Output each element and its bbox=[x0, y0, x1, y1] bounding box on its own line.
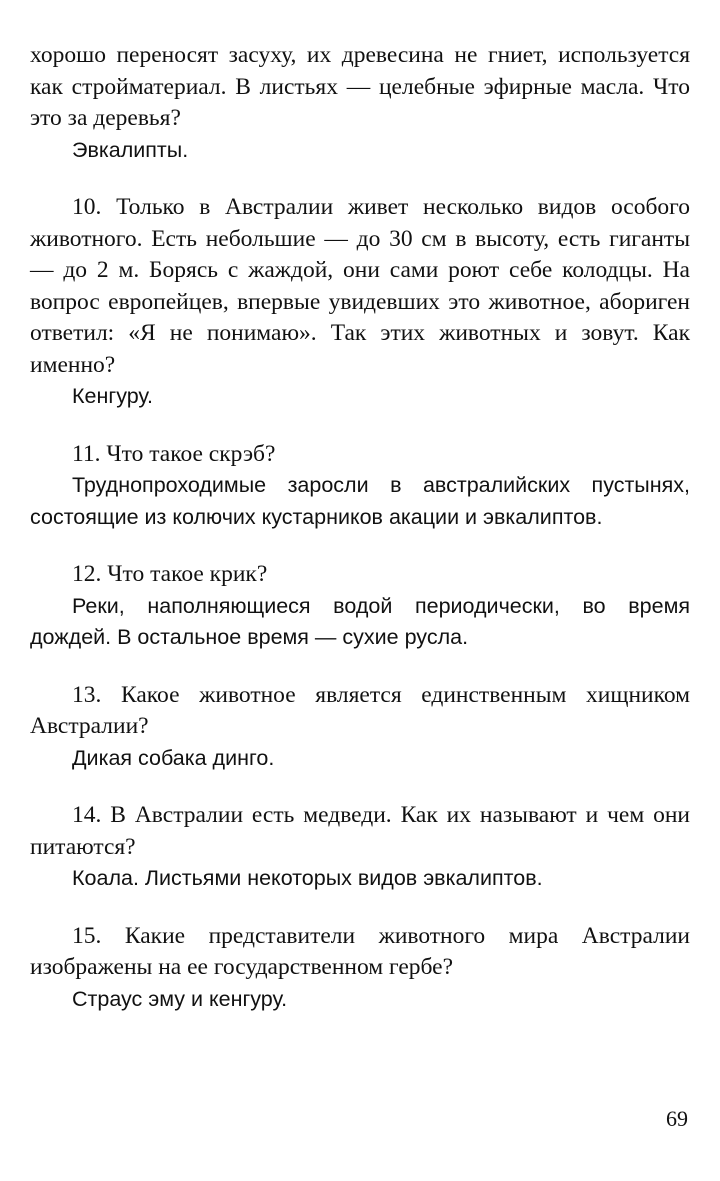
spacer bbox=[30, 654, 690, 680]
spacer bbox=[30, 774, 690, 800]
answer-14: Коала. Листьями некоторых видов эвкалиптов. bbox=[72, 866, 543, 890]
spacer bbox=[30, 166, 690, 192]
answer-15: Страус эму и кенгуру. bbox=[72, 986, 288, 1011]
answer-13: Дикая собака динго. bbox=[72, 745, 275, 770]
answer-10: Кенгуру. bbox=[72, 384, 153, 408]
question-11: 11. Что такое скрэб? bbox=[72, 440, 276, 467]
question-13: 13. Какое животное является единственным хищником Австралии? bbox=[30, 681, 690, 739]
question-14: 14. В Австралии есть медведи. Как их называют и чем они питаются? bbox=[30, 802, 690, 860]
question-10: 10. Только в Австралии живет несколько видов особого животного. Есть небольшие — до 30 см в высоту, есть гиганты — до 2 м. Борясь с жаждой, они сами роют себе колодцы. На вопрос европейцев, впервые увидевших это животное, абориген ответил: «Я не понимаю». Так этих животных и зовут. Как именно? bbox=[30, 194, 690, 378]
page-content bbox=[30, 40, 690, 1015]
spacer bbox=[30, 533, 690, 559]
spacer bbox=[30, 895, 690, 921]
intro-question: хорошо переносят засуху, их древесина не гниет, используется как стройматериал. В листьях — целебные эфирные масла. Что это за деревья? bbox=[30, 42, 690, 131]
intro-answer: Эвкалипты. bbox=[72, 137, 189, 162]
question-12: 12. Что такое крик? bbox=[72, 561, 268, 587]
page-number: 69 bbox=[666, 1106, 688, 1131]
answer-12: Реки, наполняющиеся водой периодически, во время дождей. В остальное время — сухие русла. bbox=[30, 593, 690, 649]
question-15: 15. Какие представители животного мира Австралии изображены на ее государственном гербе? bbox=[30, 922, 690, 980]
answer-11: Труднопроходимые заросли в австралийских пустынях, состоящие из колючих кустарников акации и эвкалиптов. bbox=[30, 473, 690, 529]
spacer bbox=[30, 413, 690, 439]
